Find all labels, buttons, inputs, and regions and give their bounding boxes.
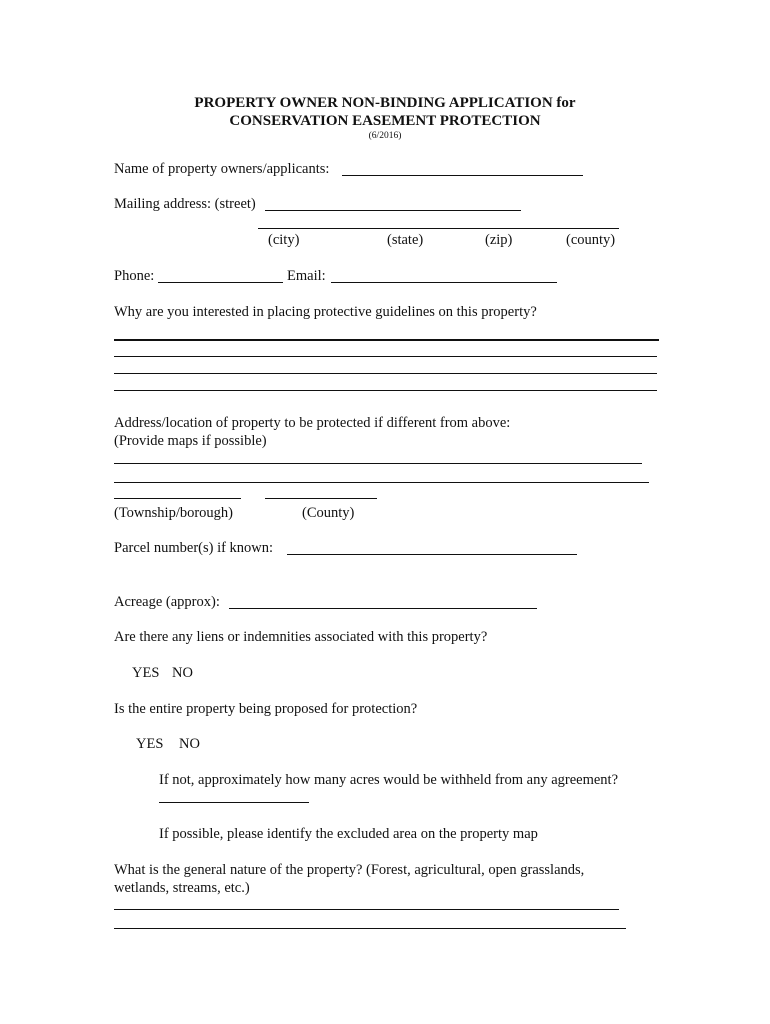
entire-yes-option[interactable]: YES xyxy=(136,736,164,752)
township-field[interactable] xyxy=(114,498,241,499)
email-label: Email: xyxy=(287,268,326,284)
property-nature-line-1[interactable] xyxy=(114,909,619,910)
state-label: (state) xyxy=(387,232,424,248)
withheld-acres-field[interactable] xyxy=(159,802,309,803)
property-address-line-2[interactable] xyxy=(114,482,649,483)
owner-name-label: Name of property owners/applicants: xyxy=(114,161,330,177)
interest-answer-line-4[interactable] xyxy=(114,390,657,391)
zip-label: (zip) xyxy=(485,232,513,248)
interest-question: Why are you interested in placing protective guidelines on this property? xyxy=(114,304,537,320)
interest-answer-line-1[interactable] xyxy=(114,339,659,341)
entire-property-question: Is the entire property being proposed for protection? xyxy=(114,701,418,717)
property-nature-line-2[interactable] xyxy=(114,928,626,929)
owner-name-field[interactable] xyxy=(342,175,583,176)
mailing-city-state-zip-field[interactable] xyxy=(258,228,619,229)
mailing-street-label: Mailing address: (street) xyxy=(114,196,256,212)
phone-field[interactable] xyxy=(158,282,283,283)
property-nature-question-line1: What is the general nature of the property? (Forest, agricultural, open grasslands, xyxy=(114,862,585,878)
form-title-line1: PROPERTY OWNER NON-BINDING APPLICATION for xyxy=(194,95,576,111)
email-field[interactable] xyxy=(331,282,557,283)
township-label: (Township/borough) xyxy=(114,505,234,521)
liens-no-option[interactable]: NO xyxy=(172,665,193,681)
entire-no-option[interactable]: NO xyxy=(179,736,200,752)
phone-label: Phone: xyxy=(114,268,155,284)
form-title-line2: CONSERVATION EASEMENT PROTECTION xyxy=(229,113,541,129)
city-label: (city) xyxy=(268,232,300,248)
county-label: (county) xyxy=(566,232,616,248)
acreage-label: Acreage (approx): xyxy=(114,594,220,610)
property-county-label: (County) xyxy=(302,505,355,521)
revision-date: (6/2016) xyxy=(368,131,402,141)
acreage-field[interactable] xyxy=(229,608,537,609)
withheld-acres-question: If not, approximately how many acres would be withheld from any agreement? xyxy=(159,772,619,788)
property-address-label: Address/location of property to be protected if different from above: xyxy=(114,415,511,431)
mailing-street-field[interactable] xyxy=(265,210,521,211)
parcel-label: Parcel number(s) if known: xyxy=(114,540,274,556)
property-address-line-1[interactable] xyxy=(114,463,642,464)
maps-note: (Provide maps if possible) xyxy=(114,433,267,449)
property-nature-question-line2: wetlands, streams, etc.) xyxy=(114,880,250,896)
excluded-area-note: If possible, please identify the excluded area on the property map xyxy=(159,826,538,842)
property-county-field[interactable] xyxy=(265,498,377,499)
interest-answer-line-3[interactable] xyxy=(114,373,657,374)
interest-answer-line-2[interactable] xyxy=(114,356,657,357)
liens-question: Are there any liens or indemnities associated with this property? xyxy=(114,629,488,645)
liens-yes-option[interactable]: YES xyxy=(132,665,160,681)
parcel-field[interactable] xyxy=(287,554,577,555)
